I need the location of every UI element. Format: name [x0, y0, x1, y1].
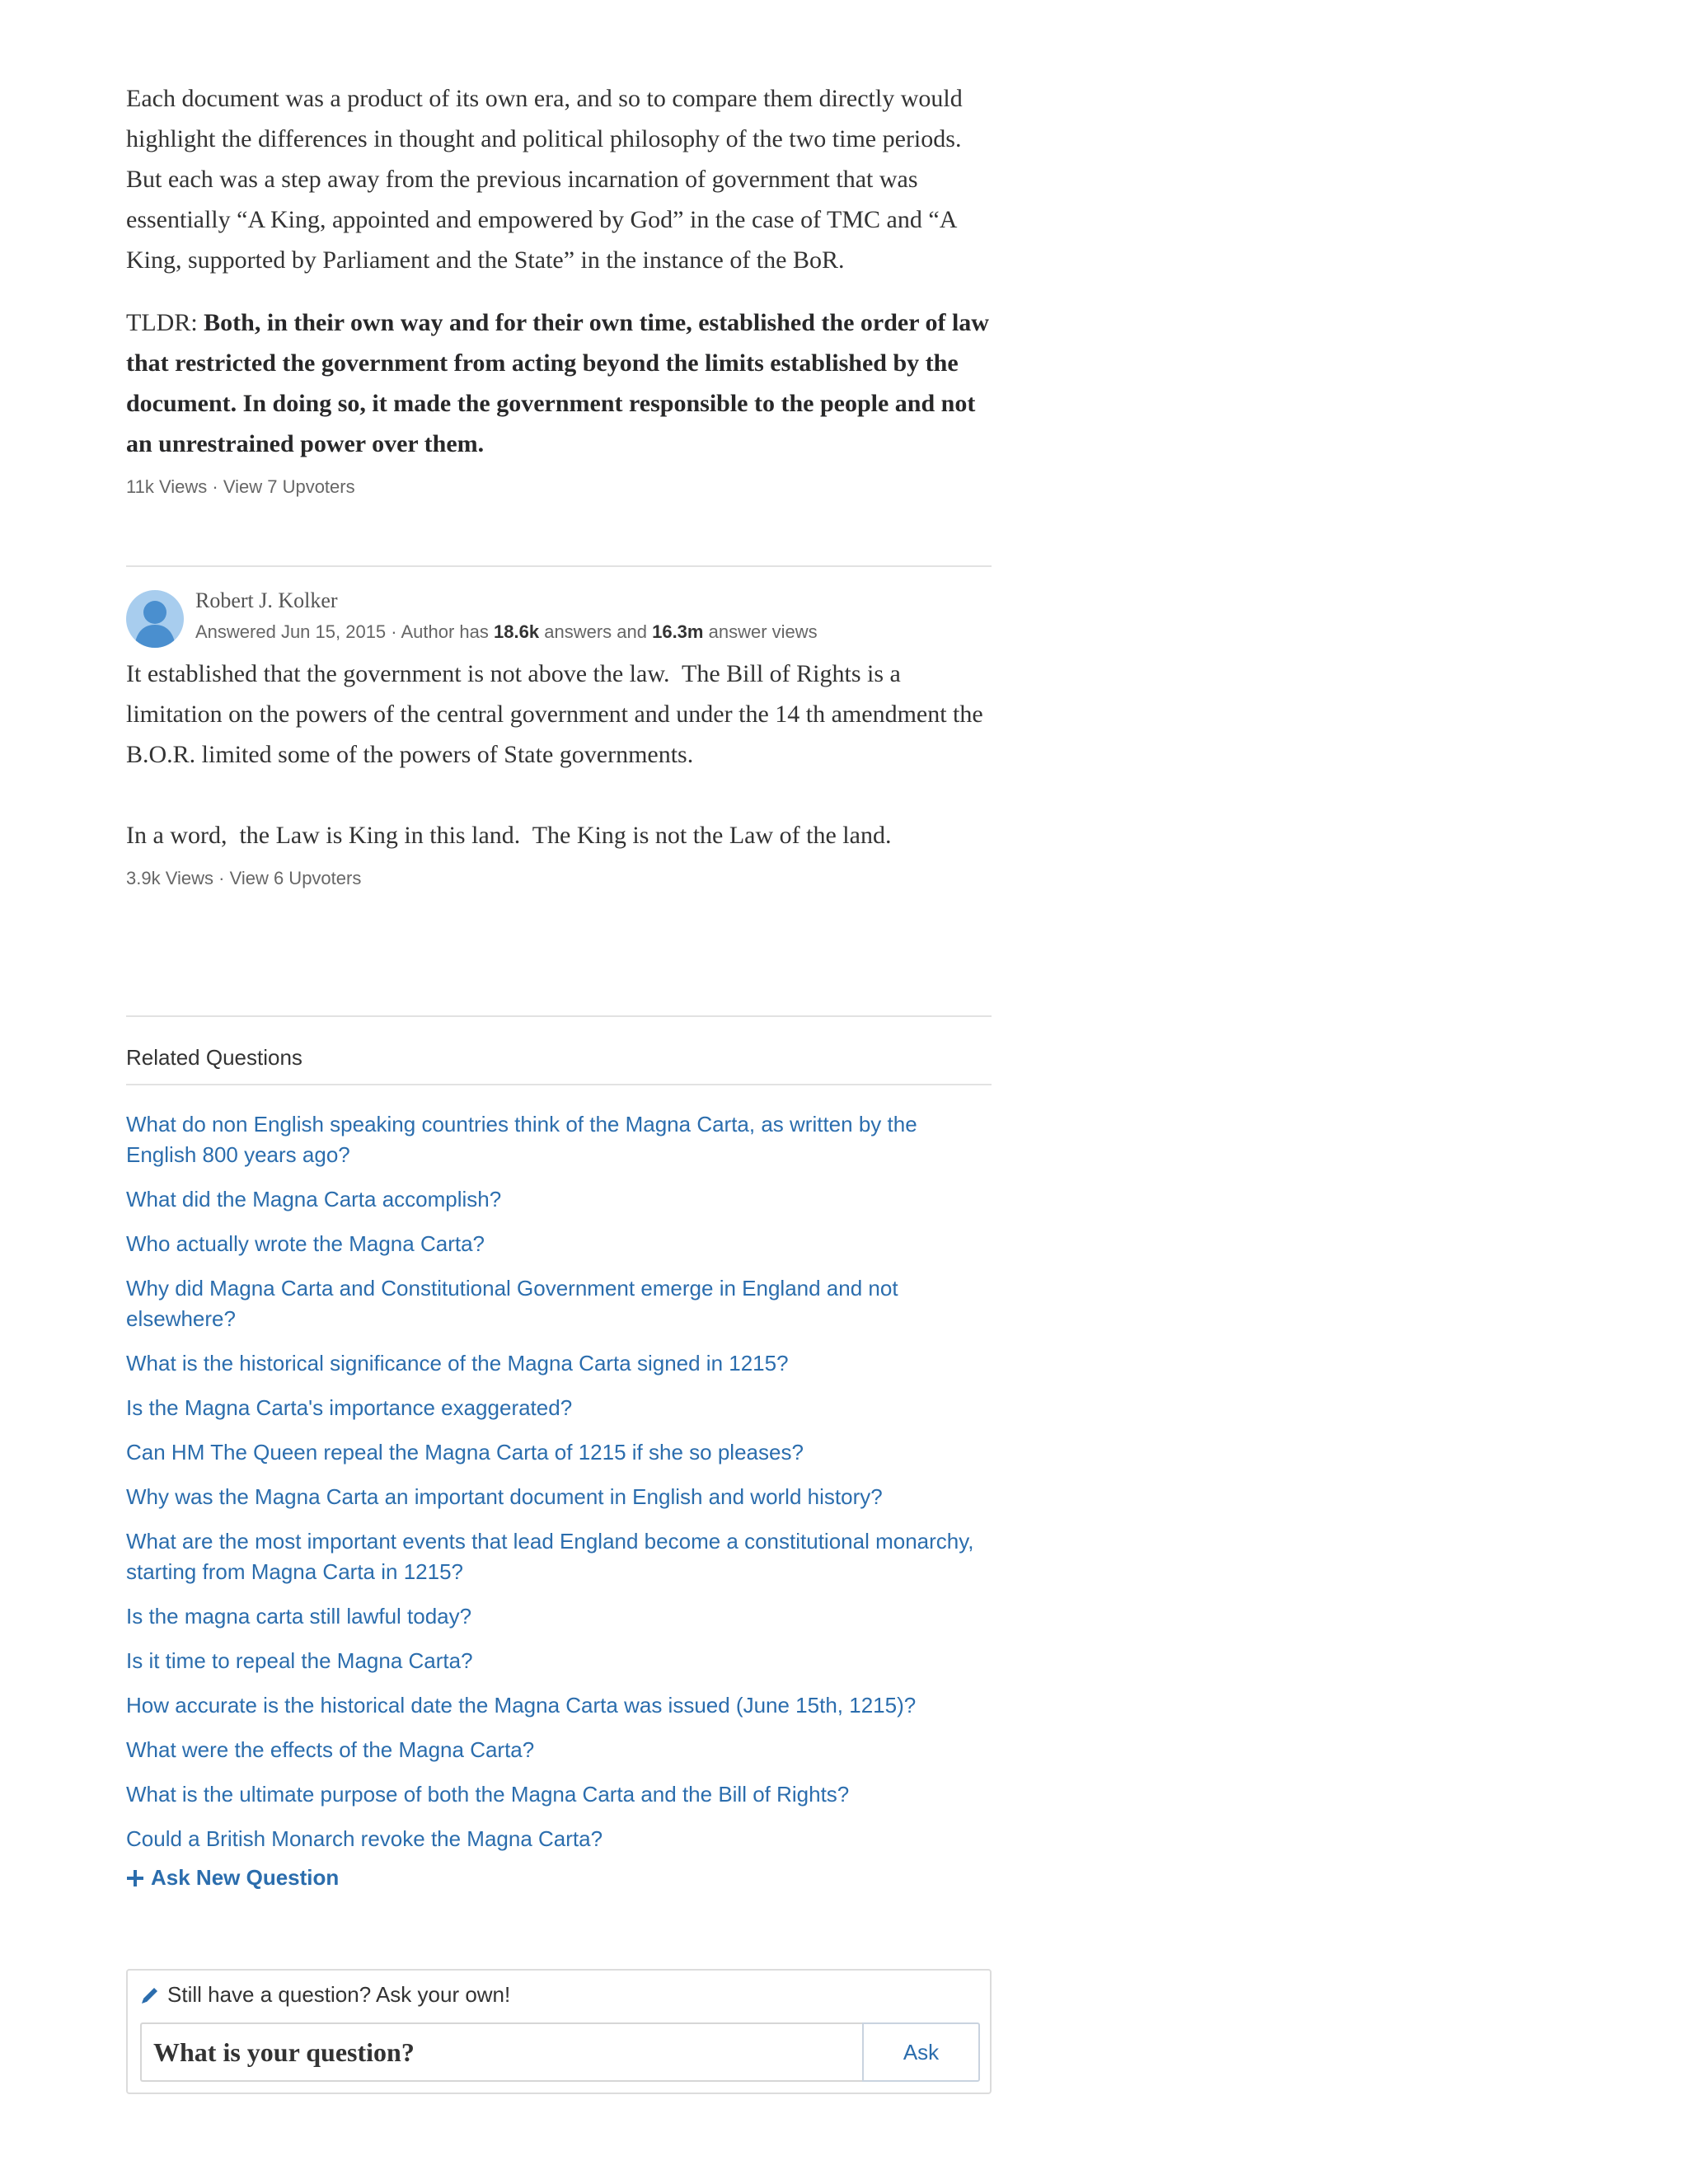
- meta-separator: ·: [218, 868, 225, 888]
- views-count: 11k Views: [126, 476, 208, 497]
- ask-question-box: [126, 1969, 992, 2094]
- related-questions: [126, 1109, 992, 1891]
- answered-date: Answered Jun 15, 2015 · Author has: [195, 621, 489, 642]
- ask-box-header: [139, 1982, 510, 2008]
- answer-1-stats: [126, 476, 992, 498]
- section-divider: [126, 1015, 992, 1017]
- related-question-link[interactable]: What do non English speaking countries think of the Magna Carta, as written by the English 800 years ago?: [126, 1112, 917, 1167]
- answer-1-tldr: [126, 302, 992, 464]
- answer-views-count: 16.3m: [652, 621, 704, 642]
- avatar[interactable]: [126, 590, 184, 648]
- answer-2-stats: [126, 868, 992, 889]
- views-count: 3.9k Views: [126, 868, 213, 888]
- related-question-link[interactable]: Why did Magna Carta and Constitutional Government emerge in England and not elsewhere?: [126, 1276, 898, 1331]
- answer-2: [126, 654, 992, 889]
- related-question-link[interactable]: How accurate is the historical date the Magna Carta was issued (June 15th, 1215)?: [126, 1693, 917, 1718]
- plus-icon: [126, 1869, 144, 1887]
- related-questions-title: Related Questions: [126, 1045, 302, 1070]
- answers-count: 18.6k: [494, 621, 540, 642]
- related-question-link[interactable]: Is the magna carta still lawful today?: [126, 1604, 472, 1629]
- related-question-link[interactable]: What were the effects of the Magna Carta?: [126, 1737, 535, 1762]
- ask-box-header-label: Still have a question? Ask your own!: [167, 1982, 511, 2007]
- answer-1-paragraph: Each document was a product of its own era, and so to compare them directly would highlight the differences in thought and political philosophy of the two time periods. But each was a step away from the previous incarnation of government that was essentially “A King, appointed and empowered by God” in the case of TMC and “A King, supported by Parliament and the State” in the instance of the BoR.: [126, 85, 963, 274]
- related-title-divider: [126, 1084, 992, 1085]
- author-credentials: [195, 621, 818, 643]
- answer-divider: [126, 565, 992, 567]
- related-question-link[interactable]: Why was the Magna Carta an important document in English and world history?: [126, 1484, 883, 1509]
- related-question-link[interactable]: Is the Magna Carta's importance exaggerated?: [126, 1395, 573, 1420]
- related-question-link[interactable]: Is it time to repeal the Magna Carta?: [126, 1648, 473, 1673]
- related-questions-list: [126, 1109, 992, 1854]
- upvoters-link[interactable]: View 6 Upvoters: [229, 868, 362, 888]
- pencil-icon: [139, 1985, 161, 2006]
- answer-2-paragraph-1: It established that the government is not above the law. The Bill of Rights is a limitation on the powers of the central government and under the 14 th amendment the B.O.R. limited some of the powers of State governments.: [126, 660, 983, 768]
- author-name[interactable]: Robert J. Kolker: [195, 588, 338, 612]
- answer-2-paragraph-2: In a word, the Law is King in this land. The King is not the Law of the land.: [126, 822, 892, 849]
- related-question-link[interactable]: What is the historical significance of the Magna Carta signed in 1215?: [126, 1351, 789, 1376]
- related-question-link[interactable]: What did the Magna Carta accomplish?: [126, 1187, 502, 1212]
- related-question-link[interactable]: Could a British Monarch revoke the Magna Carta?: [126, 1826, 603, 1851]
- upvoters-link[interactable]: View 7 Upvoters: [223, 476, 355, 497]
- meta-separator: ·: [212, 476, 218, 497]
- ask-button[interactable]: Ask: [862, 2022, 980, 2082]
- question-input[interactable]: [140, 2022, 862, 2082]
- tldr-prefix: TLDR:: [126, 309, 198, 336]
- related-question-link[interactable]: What is the ultimate purpose of both the Magna Carta and the Bill of Rights?: [126, 1782, 850, 1807]
- ask-new-question-link[interactable]: [126, 1865, 992, 1891]
- related-question-link[interactable]: Can HM The Queen repeal the Magna Carta of 1215 if she so pleases?: [126, 1440, 804, 1465]
- ask-new-question-label: Ask New Question: [151, 1865, 340, 1890]
- person-silhouette-icon: [126, 590, 184, 648]
- answer-views-label: answer views: [708, 621, 818, 642]
- answer-1: [126, 78, 992, 498]
- related-question-link[interactable]: What are the most important events that lead England become a constitutional monarchy, starting from Magna Carta in 1215?: [126, 1529, 974, 1584]
- related-question-link[interactable]: Who actually wrote the Magna Carta?: [126, 1231, 485, 1256]
- tldr-text: Both, in their own way and for their own time, established the order of law that restricted the government from acting beyond the limits established by the document. In doing so, it made the government responsible to the people and not an unrestrained power over them.: [126, 309, 989, 457]
- answers-and-label: answers and: [544, 621, 647, 642]
